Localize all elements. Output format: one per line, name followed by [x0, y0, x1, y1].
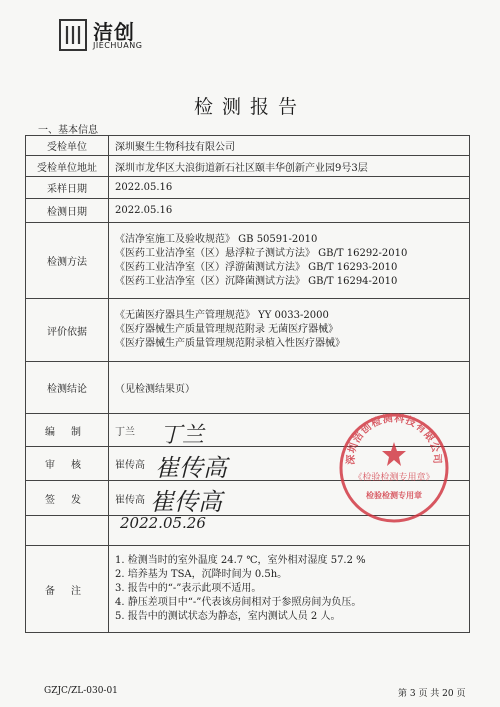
compiler-name: 丁兰	[109, 414, 470, 447]
row-evaluation-basis	[26, 299, 470, 362]
testing-date-label: 检测日期	[26, 199, 109, 223]
address-label: 受检单位地址	[26, 156, 109, 177]
reviewer-signature: 崔传高	[155, 454, 227, 482]
section-title: 一、基本信息	[38, 125, 98, 136]
client-label: 受检单位	[26, 136, 109, 156]
row-client	[26, 136, 470, 156]
seal-bottom-text: 检验检测专用章	[366, 491, 422, 500]
note-line: 1. 检测当时的室外温度 24.7 ℃，室外相对湿度 57.2 %	[115, 555, 366, 566]
company-logo	[58, 16, 178, 56]
row-testing-date	[26, 199, 470, 223]
document-code: GZJC/ZL-030-01	[44, 686, 118, 696]
issuer-signature: 崔传高	[150, 488, 222, 516]
issue-date-handwritten: 2022.05.26	[120, 514, 206, 532]
sampling-date-label: 采样日期	[26, 177, 109, 199]
issuer-name: 崔传高	[109, 481, 470, 516]
seal-center-text: 《检验检测专用章》	[353, 473, 435, 483]
method-line: 《医药工业洁净室（区）沉降菌测试方法》 GB/T 16294-2010	[115, 275, 398, 287]
issue-date-blank-label	[26, 516, 109, 546]
row-sampling-date	[26, 177, 470, 199]
note-line: 4. 静压差项目中“-”代表该房间相对于参照房间为负压。	[115, 597, 362, 608]
notes-lines	[109, 546, 470, 633]
method-line: 《医药工业洁净室（区）浮游菌测试方法》 GB/T 16293-2010	[115, 261, 398, 273]
basis-line: 《医疗器械生产质量管理规范附录植入性医疗器械》	[115, 338, 345, 349]
seal-outer-text: 深圳洁创检测科技有限公司	[345, 413, 443, 466]
note-line: 3. 报告中的“-”表示此项不适用。	[115, 583, 262, 594]
evaluation-basis-label: 评价依据	[26, 299, 109, 362]
row-notes	[26, 546, 470, 633]
reviewer-label: 审核	[26, 447, 109, 481]
row-conclusion	[26, 362, 470, 414]
row-address	[26, 156, 470, 177]
conclusion-label: 检测结论	[26, 362, 109, 414]
testing-date-value: 2022.05.16	[109, 199, 470, 223]
basic-info-table	[25, 135, 470, 633]
address-value: 深圳市龙华区大浪街道新石社区颐丰华创新产业园9号3层	[109, 156, 470, 177]
logo-mark-icon	[58, 18, 88, 52]
note-line: 5. 报告中的测试状态为静态，室内测试人员 2 人。	[115, 611, 341, 622]
compiler-label: 编制	[26, 414, 109, 447]
conclusion-value: （见检测结果页）	[109, 362, 470, 414]
client-value: 深圳聚生生物科技有限公司	[109, 136, 470, 156]
compiler-signature: 丁兰	[160, 423, 205, 448]
report-title: 检测报告	[193, 96, 306, 118]
method-line: 《洁净室施工及验收规范》 GB 50591-2010	[115, 233, 318, 245]
test-method-label: 检测方法	[26, 223, 109, 299]
evaluation-basis-lines	[109, 299, 470, 362]
reviewer-name: 崔传高	[109, 447, 470, 481]
logo-chinese-name: 洁创	[93, 20, 135, 44]
row-test-method	[26, 223, 470, 299]
inspection-seal-stamp	[338, 412, 450, 524]
basis-line: 《无菌医疗器具生产管理规范》 YY 0033-2000	[115, 310, 329, 321]
issuer-label: 签发	[26, 481, 109, 516]
basis-line: 《医疗器械生产质量管理规范附录 无菌医疗器械》	[115, 324, 339, 335]
seal-star-icon	[382, 442, 406, 466]
page-number: 第 3 页 共 20 页	[398, 689, 466, 699]
logo-english-name: JIECHUANG	[93, 41, 143, 50]
test-method-lines	[109, 223, 470, 299]
method-line: 《医药工业洁净室（区）悬浮粒子测试方法》 GB/T 16292-2010	[115, 247, 408, 259]
notes-label: 备注	[26, 546, 109, 633]
sampling-date-value: 2022.05.16	[109, 177, 470, 199]
note-line: 2. 培养基为 TSA，沉降时间为 0.5h。	[115, 569, 288, 580]
